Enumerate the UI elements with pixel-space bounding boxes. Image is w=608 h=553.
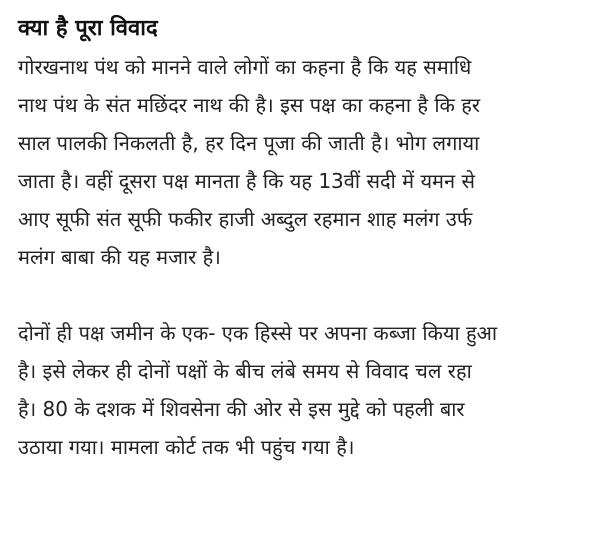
paragraph-line: उठाया गया। मामला कोर्ट तक भी पहुंच गया है। — [18, 435, 355, 459]
paragraph-1 — [18, 48, 604, 276]
article-heading: क्या है पूरा विवाद — [18, 16, 158, 41]
article-body — [18, 10, 604, 466]
paragraph-line: साल पालकी निकलती है, हर दिन पूजा की जाती है। भोग लगाया — [18, 131, 480, 155]
paragraph-line: मलंग बाबा की यह मजार है। — [18, 245, 221, 269]
paragraph-line: दोनों ही पक्ष जमीन के एक- एक हिस्से पर अपना कब्जा किया हुआ — [18, 321, 498, 345]
paragraph-line: है। इसे लेकर ही दोनों पक्षों के बीच लंबे समय से विवाद चल रहा — [18, 359, 472, 383]
paragraph-2 — [18, 314, 604, 466]
paragraph-line: नाथ पंथ के संत मछिंदर नाथ की है। इस पक्ष का कहना है कि हर — [18, 93, 481, 117]
paragraph-line: आए सूफी संत सूफी फकीर हाजी अब्दुल रहमान शाह मलंग उर्फ — [18, 207, 473, 231]
paragraph-line: गोरखनाथ पंथ को मानने वाले लोगों का कहना है कि यह समाधि — [18, 55, 472, 79]
paragraph-line: है। 80 के दशक में शिवसेना की ओर से इस मुद्दे को पहली बार — [18, 397, 465, 421]
paragraph-line: जाता है। वहीं दूसरा पक्ष मानता है कि यह 13वीं सदी में यमन से — [18, 169, 475, 193]
